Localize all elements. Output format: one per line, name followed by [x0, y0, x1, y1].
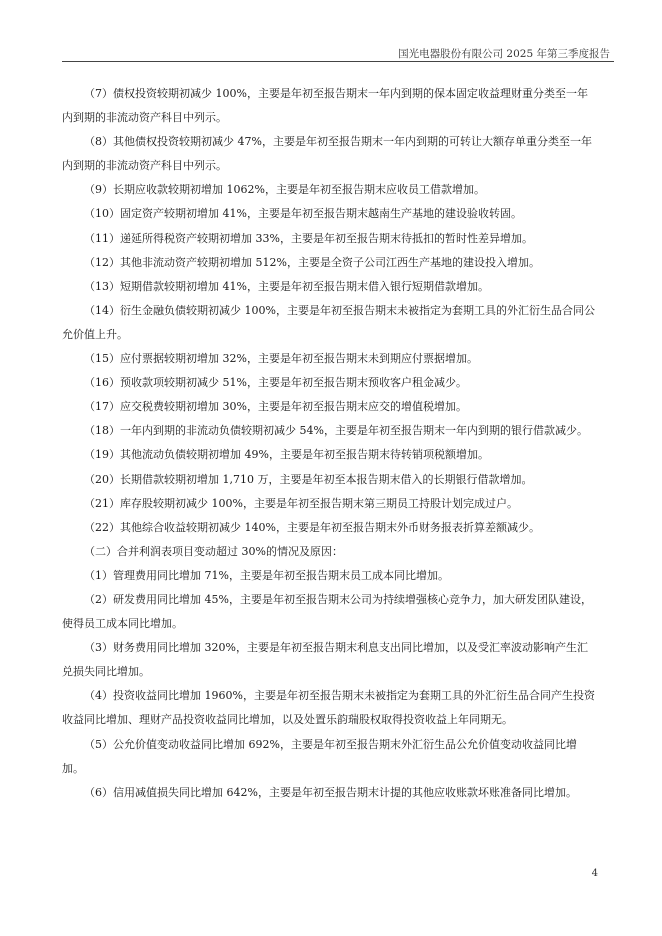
header-divider: [62, 61, 614, 62]
income-paragraph-4: （4）投资收益同比增加 1960%，主要是年初至报告期末未被指定为套期工具的外汇衍生品合同产生投资收益同比增加、理财产品投资收益同比增加，以及处置乐韵瑞股权取得投资收益上年同期无。: [62, 689, 595, 727]
income-paragraph-3: （3）财务费用同比增加 320%，主要是年初至报告期末利息支出同比增加，以及受汇率波动影响产生汇兑损失同比增加。: [62, 641, 588, 679]
page-header: 国光电器股份有限公司 2025 年第三季度报告: [398, 48, 610, 60]
paragraph-15: （15）应付票据较期初增加 32%，主要是年初至报告期末未到期应付票据增加。: [84, 352, 478, 366]
paragraph-9: （9）长期应收款较期初增加 1062%，主要是年初至报告期末应收员工借款增加。: [84, 183, 485, 197]
paragraph-10: （10）固定资产较期初增加 41%，主要是年初至报告期末越南生产基地的建设验收转固。: [84, 207, 522, 221]
paragraph-8: （8）其他债权投资较期初减少 47%，主要是年初至报告期末一年内到期的可转让大额存单重分类至一年内到期的非流动资产科目中列示。: [62, 135, 592, 173]
section-heading-income-statement: （二）合并利润表项目变动超过 30%的情况及原因：: [84, 544, 343, 558]
paragraph-14: （14）衍生金融负债较期初减少 100%，主要是年初至报告期末未被指定为套期工具的外汇衍生品合同公允价值上升。: [62, 303, 595, 341]
paragraph-21: （21）库存股较期初减少 100%，主要是年初至报告期末第三期员工持股计划完成过户。: [84, 496, 518, 510]
paragraph-16: （16）预收款项较期初减少 51%，主要是年初至报告期末预收客户租金减少。: [84, 376, 467, 390]
paragraph-7: （7）债权投资较期初减少 100%，主要是年初至报告期末一年内到期的保本固定收益理财重分类至一年内到期的非流动资产科目中列示。: [62, 87, 588, 125]
paragraph-13: （13）短期借款较期初增加 41%，主要是年初至报告期末借入银行短期借款增加。: [84, 279, 489, 293]
paragraph-22: （22）其他综合收益较期初减少 140%，主要是年初至报告期末外币财务报表折算差额减少。: [84, 520, 540, 534]
paragraph-11: （11）递延所得税资产较期初增加 33%，主要是年初至报告期末待抵扣的暂时性差异增加。: [84, 231, 533, 245]
income-paragraph-5: （5）公允价值变动收益同比增加 692%，主要是年初至报告期末外汇衍生品公允价值变动收益同比增加。: [62, 737, 577, 775]
paragraph-12: （12）其他非流动资产较期初增加 512%，主要是全资子公司江西生产基地的建设投入增加。: [84, 255, 540, 269]
income-paragraph-6: （6）信用减值损失同比增加 642%，主要是年初至报告期末计提的其他应收账款坏账准备同比增加。: [84, 785, 577, 799]
paragraph-20: （20）长期借款较期初增加 1,710 万，主要是年初至本报告期末借入的长期银行借款增加。: [84, 472, 533, 486]
paragraph-18: （18）一年内到期的非流动负债较期初减少 54%，主要是年初至报告期末一年内到期的银行借款减少。: [84, 424, 588, 438]
paragraph-19: （19）其他流动负债较期初增加 49%，主要是年初至报告期末待转销项税额增加。: [84, 448, 489, 462]
page-number: 4: [591, 868, 598, 879]
income-paragraph-1: （1）管理费用同比增加 71%，主要是年初至报告期末员工成本同比增加。: [84, 568, 449, 582]
paragraph-17: （17）应交税费较期初增加 30%，主要是年初至报告期末应交的增值税增加。: [84, 400, 467, 414]
income-paragraph-2: （2）研发费用同比增加 45%，主要是年初至报告期末公司为持续增强核心竞争力，加大研发团队建设，使得员工成本同比增加。: [62, 592, 592, 631]
document-body: [62, 82, 598, 805]
